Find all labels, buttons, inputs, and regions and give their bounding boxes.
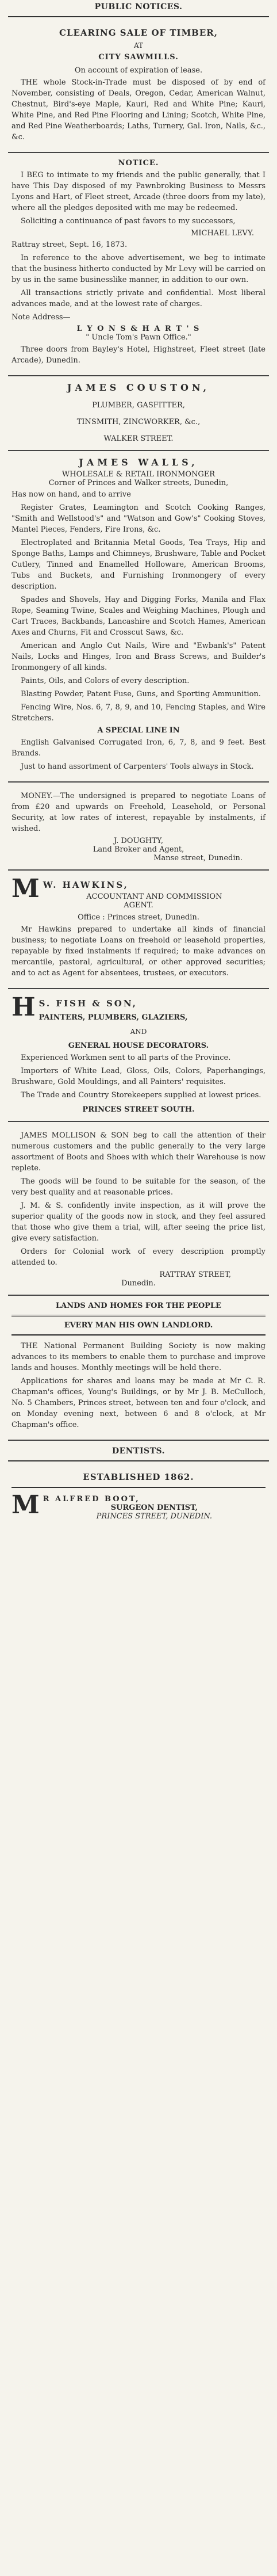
ad-at: AT	[133, 41, 143, 49]
ad-name: W. HAWKINS,	[43, 880, 129, 890]
timber-sale-ad	[8, 22, 269, 153]
city: Dunedin.	[121, 1279, 156, 1288]
address: Corner of Princes and Walker streets, Dunedin,	[48, 479, 229, 487]
location: Three doors from Bayley's Hotel, Highstreet, Fleet street (late Arcade), Dunedin.	[11, 345, 266, 365]
ad-title: NOTICE.	[118, 159, 159, 167]
stock-item: Blasting Powder, Patent Fuse, Guns, and Sporting Ammunition.	[21, 690, 261, 699]
ad-title: EVERY MAN HIS OWN LANDLORD.	[64, 1321, 213, 1330]
divider	[11, 1487, 266, 1488]
stock-item: Register Grates, Leamington and Scotch Cooking Ranges, "Smith and Wellstood's" and "Watson and Gow's" Cooking Stoves, Mantel Pieces, Fenders, Fire Irons, &c.	[11, 503, 266, 534]
walls-ad	[8, 451, 269, 783]
firm-name: L Y O N S & H A R T ' S	[76, 325, 201, 333]
trade-line: GENERAL HOUSE DECORATORS.	[68, 1041, 209, 1050]
address-label: Note Address—	[11, 313, 71, 322]
ad-name: S. FISH & SON,	[39, 998, 137, 1009]
fish-ad	[8, 989, 269, 1122]
trade-line: PAINTERS, PLUMBERS, GLAZIERS,	[39, 1013, 188, 1022]
ad-body: Applications for shares and loans may be made at Mr C. R. Chapman's offices, Young's Buildings, or by Mr J. B. McCulloch, No. 5 Chambers, Princes street, between ten and four o'clock, and on Monday evening next, between 6 and 8 o'clock, at Mr Chapman's office.	[11, 1377, 266, 1429]
ad-name: JAMES WALLS,	[79, 457, 198, 468]
date: Rattray street, Sept. 16, 1873.	[11, 241, 128, 249]
ad-body: Soliciting a continuance of past favors to my successors,	[21, 217, 236, 226]
drop-cap: M	[11, 876, 40, 901]
ad-body: J. M. & S. confidently invite inspection, as it will prove the superior quality of the goods now in stock, and they feel assured that those who give them a trial, will, after seeing the price list, give every satisfaction.	[11, 1201, 266, 1243]
ad-body: I BEG to intimate to my friends and the public generally, that I have This Day disposed of my Pawnbroking Business to Messrs Lyons and Hart, of Fleet street, Arcade (three doors from my late), where all the pledges deposited with me may be redeemed.	[11, 171, 266, 212]
role: Land Broker and Agent,	[93, 845, 184, 854]
money-ad	[8, 783, 269, 871]
shop-name: " Uncle Tom's Pawn Office."	[86, 333, 191, 342]
section-header: DENTISTS.	[111, 1447, 166, 1456]
couston-ad	[8, 376, 269, 451]
ad-title: LANDS AND HOMES FOR THE PEOPLE	[56, 1302, 221, 1310]
trade-line: WHOLESALE & RETAIL IRONMONGER	[61, 470, 216, 479]
divider	[8, 1460, 269, 1461]
section-header: PUBLIC NOTICES.	[94, 2, 183, 12]
established: ESTABLISHED 1862.	[83, 1472, 194, 1482]
stock-item: Spades and Shovels, Hay and Digging Forks, Manila and Flax Rope, Seaming Twine, Scales and Weighing Machines, Plough and Cart Traces, Backbands, Lancashire and Scotch Hames, American Axes and Churns, Fit and Crosscut Saws, &c.	[11, 596, 266, 637]
ad-body: All transactions strictly private and confidential. Most liberal advances made, and at the lowest rate of charges.	[11, 289, 266, 308]
stock-item: Fencing Wire, Nos. 6, 7, 8, 9, and 10, Fencing Staples, and Wire Stretchers.	[11, 703, 266, 723]
ad-place: CITY SAWMILLS.	[98, 53, 179, 62]
drop-cap: H	[11, 995, 36, 1022]
trade-line: TINSMITH, ZINCWORKER, &c.,	[76, 418, 201, 426]
office: Office : Princes street, Dunedin.	[78, 913, 199, 922]
stock-item: Paints, Oils, and Colors of every description.	[21, 677, 190, 685]
ad-name: R ALFRED BOOT,	[43, 1495, 140, 1503]
dentist-ad	[8, 1466, 269, 1528]
ad-body: Mr Hawkins prepared to undertake all kinds of financial business; to negotiate Loans on freehold or leasehold properties, repayable by fixed instalments if required; to make advances on mercantile, pastoral, agricultural, or other approved securities; and to act as Agent for absentees, trustees, or executors.	[11, 925, 266, 978]
trade-line: PLUMBER, GASFITTER,	[92, 401, 185, 410]
ad-body: THE National Permanent Building Society is now making advances to its members to enable them to purchase and improve lands and houses. Monthly meetings will be held there.	[11, 1342, 266, 1372]
role: SURGEON DENTIST,	[110, 1503, 198, 1512]
ad-body: MONEY.—The undersigned is prepared to negotiate Loans of from £20 and upwards on Freehold, Leasehold, or Personal Security, at low rates of interest, repayable by instalments, if wished.	[11, 792, 266, 833]
role-line: ACCOUNTANT AND COMMISSION	[86, 892, 222, 901]
special-line: A SPECIAL LINE IN	[97, 726, 180, 735]
ad-body: The goods will be found to be suitable for the season, of the very best quality and at reasonable prices.	[11, 1177, 266, 1197]
ad-body: In reference to the above advertisement, we beg to intimate that the business hitherto conducted by Mr Levy will be carried on by us in the same businesslike manner, in addition to our own.	[11, 254, 266, 284]
divider	[8, 16, 269, 17]
ad-reason: On account of expiration of lease.	[74, 66, 203, 75]
lands-ad	[8, 1296, 269, 1441]
street: RATTRAY STREET,	[159, 1270, 231, 1279]
intro: Has now on hand, and to arrive	[11, 490, 131, 499]
mollison-ad	[8, 1122, 269, 1296]
signer: J. DOUGHTY,	[114, 837, 163, 845]
ad-body: JAMES MOLLISON & SON beg to call the attention of their numerous customers and the public generally to the very large assortment of Boots and Shoes with which their Warehouse is now replete.	[11, 1131, 266, 1173]
stock-item: English Galvanised Corrugated Iron, 6, 7, 8, and 9 feet. Best Brands.	[11, 738, 266, 758]
ad-name: JAMES COUSTON,	[67, 382, 210, 393]
divider	[11, 1315, 266, 1316]
newspaper-page	[0, 2, 277, 2576]
role-line: AGENT.	[124, 901, 153, 910]
signer: MICHAEL LEVY.	[191, 229, 254, 238]
hawkins-ad	[8, 871, 269, 989]
stock-item: Just to hand assortment of Carpenters' Tools always in Stock.	[21, 762, 254, 771]
address: PRINCES STREET, DUNEDIN.	[96, 1512, 213, 1521]
address: Manse street, Dunedin.	[153, 854, 243, 863]
and: AND	[130, 1028, 147, 1036]
stock-item: American and Anglo Cut Nails, Wire and "Ewbank's" Patent Nails, Locks and Hinges, Iron and Brass Screws, and Builder's Ironmongery of all kinds.	[11, 642, 266, 672]
stock-item: Electroplated and Britannia Metal Goods, Tea Trays, Hip and Sponge Baths, Lamps and Chimneys, Brushware, Table and Pocket Cutlery, Tinned and Enamelled Holloware, American Brooms, Tubs and Buckets, and Furnishing Ironmongery of every description.	[11, 539, 266, 591]
street: WALKER STREET.	[103, 434, 174, 443]
street: PRINCES STREET SOUTH.	[82, 1105, 195, 1114]
divider	[11, 1334, 266, 1336]
ad-body: THE whole Stock-in-Trade must be disposed of by end of November, consisting of Deals, Oregon, Cedar, American Walnut, Chestnut, Bird's-eye Maple, Kauri, Red and White Pine; Kauri, White Pine, and Red Pine Flooring and Lining; Scotch, White Pine, and Red Pine Weatherboards; Laths, Turnery, Gal. Iron, Nails, &c., &c.	[11, 78, 266, 142]
drop-cap: M	[11, 1493, 40, 1520]
ad-body: Importers of White Lead, Gloss, Oils, Colors, Paperhangings, Brushware, Gold Mouldings, and all Painters' requisites.	[11, 1067, 266, 1086]
ad-body: The Trade and Country Storekeepers supplied at lowest prices.	[21, 1091, 261, 1100]
ad-body: Experienced Workmen sent to all parts of the Province.	[21, 1054, 231, 1062]
ad-body: Orders for Colonial work of every description promptly attended to.	[11, 1247, 266, 1267]
ad-title: CLEARING SALE OF TIMBER,	[59, 28, 218, 38]
pawnbroker-notice	[8, 153, 269, 376]
